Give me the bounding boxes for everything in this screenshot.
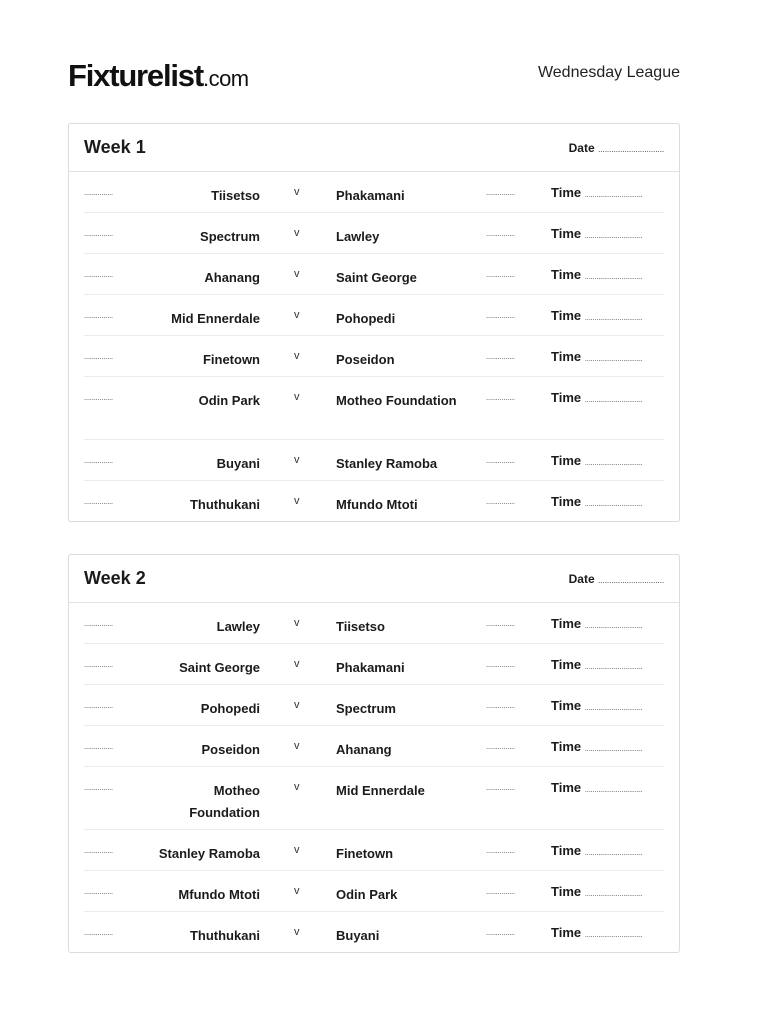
away-team: Phakamani: [336, 188, 405, 203]
away-team: Mfundo Mtoti: [336, 497, 418, 512]
time-dots: ..............................: [584, 354, 643, 363]
week-card-header: [69, 124, 679, 172]
away-team: Lawley: [336, 229, 380, 244]
home-score-dots: ...............: [84, 846, 113, 855]
time-field: [551, 494, 642, 509]
match-row: [84, 644, 664, 685]
date-dots: ..............................: [597, 575, 664, 585]
time-field: [551, 657, 642, 672]
away-score-dots: ...............: [486, 619, 515, 628]
match-list: [69, 172, 679, 521]
league-name: Wednesday League: [537, 64, 680, 81]
time-label: Time: [551, 226, 582, 241]
home-score-dots: ...............: [84, 928, 113, 937]
time-dots: ..............................: [584, 272, 643, 281]
match-row: [84, 871, 664, 912]
home-team: Mfundo Mtoti: [178, 887, 260, 902]
logo-domain-text: .com: [202, 66, 249, 91]
home-score-dots: ...............: [84, 188, 113, 197]
match-row: [84, 172, 664, 213]
versus-label: v: [294, 227, 300, 239]
time-field: [551, 884, 642, 899]
away-team: Spectrum: [336, 701, 396, 716]
time-dots: ..............................: [584, 190, 643, 199]
away-team: Stanley Ramoba: [336, 456, 438, 471]
away-score-dots: ...............: [486, 701, 515, 710]
time-field: [551, 780, 642, 795]
home-team: Lawley: [216, 619, 260, 634]
match-row: [84, 912, 664, 952]
time-dots: ..............................: [584, 703, 643, 712]
match-row: [84, 295, 664, 336]
time-field: [551, 843, 642, 858]
week-card-header: [69, 555, 679, 603]
versus-label: v: [294, 617, 300, 629]
versus-label: v: [294, 268, 300, 280]
home-score-dots: ...............: [84, 887, 113, 896]
away-team: Ahanang: [336, 742, 392, 757]
time-field: [551, 349, 642, 364]
home-score-dots: ...............: [84, 352, 113, 361]
home-team: Odin Park: [198, 393, 260, 408]
away-score-dots: ...............: [486, 928, 515, 937]
time-label: Time: [551, 698, 582, 713]
away-score-dots: ...............: [486, 188, 515, 197]
time-dots: ..............................: [584, 395, 643, 404]
home-score-dots: ...............: [84, 619, 113, 628]
week-card: [68, 554, 680, 953]
home-score-dots: ...............: [84, 497, 113, 506]
time-field: [551, 698, 642, 713]
time-field: [551, 616, 642, 631]
away-score-dots: ...............: [486, 660, 515, 669]
versus-label: v: [294, 844, 300, 856]
match-row: [84, 213, 664, 254]
time-dots: ..............................: [584, 785, 643, 794]
match-row: [84, 767, 664, 830]
home-team: Mid Ennerdale: [171, 311, 260, 326]
time-dots: ..............................: [584, 231, 643, 240]
away-team: Mid Ennerdale: [336, 783, 425, 798]
match-row: [84, 830, 664, 871]
date-label: Date: [568, 572, 595, 586]
versus-label: v: [294, 658, 300, 670]
time-dots: ..............................: [584, 662, 643, 671]
time-field: [551, 308, 642, 323]
time-label: Time: [551, 494, 582, 509]
fixturelist-logo[interactable]: [68, 58, 249, 97]
time-field: [551, 226, 642, 241]
away-team: Pohopedi: [336, 311, 396, 326]
home-score-dots: ...............: [84, 701, 113, 710]
versus-label: v: [294, 781, 300, 793]
time-field: [551, 739, 642, 754]
time-label: Time: [551, 390, 582, 405]
logo-main-text: Fixturelist: [68, 58, 203, 93]
versus-label: v: [294, 391, 300, 403]
home-team: Spectrum: [200, 229, 260, 244]
versus-label: v: [294, 885, 300, 897]
week-card: [68, 123, 680, 522]
time-dots: ..............................: [584, 458, 643, 467]
home-score-dots: ...............: [84, 456, 113, 465]
versus-label: v: [294, 454, 300, 466]
home-team: Stanley Ramoba: [158, 846, 260, 861]
away-score-dots: ...............: [486, 783, 515, 792]
time-field: [551, 925, 642, 940]
date-field: [569, 572, 664, 586]
versus-label: v: [294, 495, 300, 507]
time-dots: ..............................: [584, 313, 643, 322]
home-score-dots: ...............: [84, 783, 113, 792]
home-score-dots: ...............: [84, 270, 113, 279]
week-title: Week 1: [84, 137, 146, 157]
versus-label: v: [294, 350, 300, 362]
away-score-dots: ...............: [486, 497, 515, 506]
versus-label: v: [294, 309, 300, 321]
home-score-dots: ...............: [84, 393, 113, 402]
away-score-dots: ...............: [486, 846, 515, 855]
time-label: Time: [551, 267, 582, 282]
time-label: Time: [551, 780, 582, 795]
page-header: [68, 58, 680, 98]
home-team: Tiisetso: [211, 188, 260, 203]
away-score-dots: ...............: [486, 456, 515, 465]
away-team: Finetown: [336, 846, 394, 861]
time-label: Time: [551, 884, 582, 899]
match-row: [84, 254, 664, 295]
home-team: Thuthukani: [189, 497, 260, 512]
match-row: [84, 603, 664, 644]
match-row: [84, 336, 664, 377]
home-team: Poseidon: [201, 742, 260, 757]
time-dots: ..............................: [584, 744, 643, 753]
home-team: Buyani: [216, 456, 260, 471]
home-score-dots: ...............: [84, 660, 113, 669]
away-score-dots: ...............: [486, 270, 515, 279]
home-score-dots: ...............: [84, 742, 113, 751]
versus-label: v: [294, 740, 300, 752]
away-score-dots: ...............: [486, 352, 515, 361]
away-team: Tiisetso: [336, 619, 385, 634]
match-list: [69, 603, 679, 952]
time-label: Time: [551, 308, 582, 323]
time-dots: ..............................: [584, 930, 643, 939]
time-label: Time: [551, 349, 582, 364]
home-score-dots: ...............: [84, 229, 113, 238]
match-row: [84, 377, 664, 440]
away-team: Motheo Foundation: [336, 393, 457, 408]
time-dots: ..............................: [584, 848, 643, 857]
home-team: Motheo Foundation: [189, 783, 260, 820]
date-label: Date: [568, 141, 595, 155]
home-team: Finetown: [202, 352, 260, 367]
match-row: [84, 440, 664, 481]
home-team: Pohopedi: [200, 701, 260, 716]
time-label: Time: [551, 657, 582, 672]
away-score-dots: ...............: [486, 311, 515, 320]
versus-label: v: [294, 699, 300, 711]
time-field: [551, 453, 642, 468]
time-dots: ..............................: [584, 621, 643, 630]
home-team: Ahanang: [204, 270, 260, 285]
time-label: Time: [551, 453, 582, 468]
match-row: [84, 685, 664, 726]
home-score-dots: ...............: [84, 311, 113, 320]
away-team: Buyani: [336, 928, 380, 943]
time-dots: ..............................: [584, 889, 643, 898]
time-label: Time: [551, 925, 582, 940]
time-label: Time: [551, 616, 582, 631]
away-team: Phakamani: [336, 660, 405, 675]
time-label: Time: [551, 739, 582, 754]
home-team: Saint George: [179, 660, 260, 675]
match-row: [84, 726, 664, 767]
date-field: [569, 141, 664, 155]
versus-label: v: [294, 186, 300, 198]
away-team: Odin Park: [336, 887, 398, 902]
away-score-dots: ...............: [486, 229, 515, 238]
away-score-dots: ...............: [486, 887, 515, 896]
week-title: Week 2: [84, 568, 146, 588]
away-team: Poseidon: [336, 352, 395, 367]
time-label: Time: [551, 843, 582, 858]
time-dots: ..............................: [584, 499, 643, 508]
time-field: [551, 185, 642, 200]
time-field: [551, 390, 642, 405]
away-score-dots: ...............: [486, 393, 515, 402]
away-score-dots: ...............: [486, 742, 515, 751]
away-team: Saint George: [336, 270, 417, 285]
date-dots: ..............................: [597, 144, 664, 154]
home-team: Thuthukani: [189, 928, 260, 943]
time-label: Time: [551, 185, 582, 200]
versus-label: v: [294, 926, 300, 938]
time-field: [551, 267, 642, 282]
match-row: [84, 481, 664, 521]
